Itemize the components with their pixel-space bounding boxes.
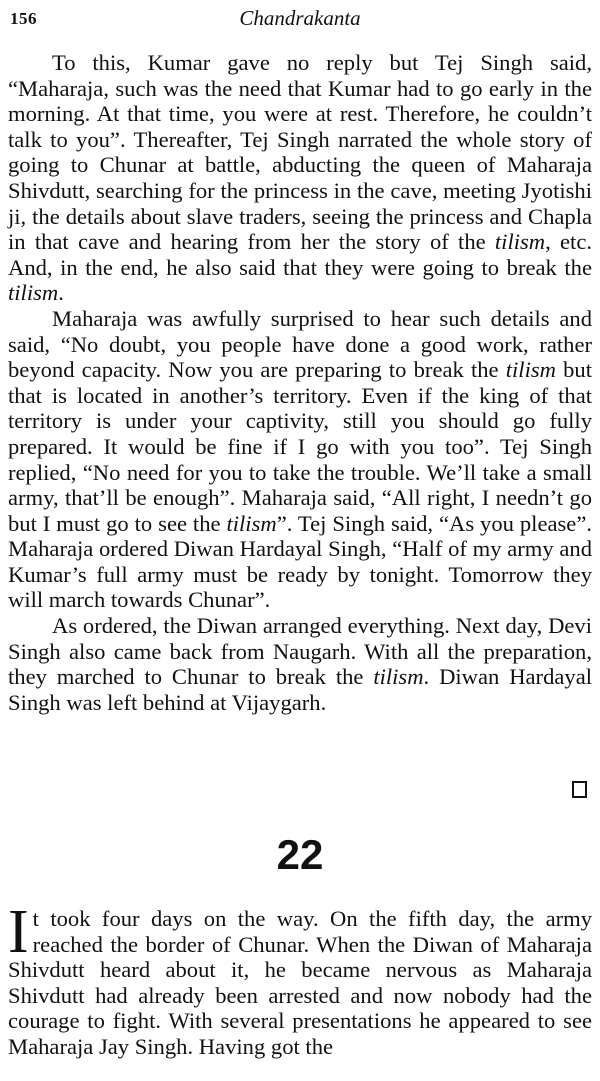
text-run: , etc. And, in the end, he also said that they were going to break the [8,229,593,280]
paragraph [8,50,592,306]
text-run: . Diwan Hardayal Singh was left behind at Vijaygarh. [8,664,592,715]
paragraph [8,613,592,715]
italic-term: tilism [373,664,424,690]
page-header [10,4,590,34]
italic-term: tilism [494,229,546,255]
page-number: 156 [10,9,37,28]
chapter-number: 22 [276,831,324,878]
square-end-mark-icon [572,781,587,798]
text-run: To this, Kumar gave no reply but Tej Singh said, “Maharaja, such was the need that Kumar had to go early in the morning. At that time, you were at rest. Therefore, he couldn’t talk to you”. Thereafter, Tej Singh narrated the whole story of going to Chunar at battle, abducting the queen of Maharaja Shivdutt, searching for the princess in the cave, meeting Jyotishi ji, the details about slave traders, seeing the princess and Chapla in that cave and hearing from her the story of the [8,50,592,255]
chapter-paragraph-text: t took four days on the way. On the fifth day, the army reached the border of Chunar. When the Diwan of Maharaja Shivdutt heard about it, he became nervous as Maharaja Shivdutt had already been arrested and now nobody had the courage to fight. With several presentations he appeared to see Maharaja Jay Singh. Having got the [8,906,592,1059]
text-run: Maharaja was awfully surprised to hear such details and said, “No doubt, you people have done a good work, rather beyond capacity. Now you are preparing to break the [8,305,592,383]
text-run: but that is located in another’s territory. Even if the king of that territory is under your captivity, still you should go fully prepared. It would be fine if I go with you too”. Tej Singh replied, “No need for you to take the trouble. We’ll take a small army, that’ll be enough”. Maharaja said, “All right, I needn’t go but I must go to see the [8,357,592,536]
chapter-first-paragraph [8,898,592,1060]
body-text [8,50,592,715]
chapter-text [8,898,592,1060]
italic-term: tilism [8,280,59,306]
drop-cap: I [8,898,29,966]
italic-term: tilism [226,510,277,536]
italic-term: tilism [505,357,556,383]
text-run: As ordered, the Diwan arranged everything. Next day, Devi Singh also came back from Naugarh. With all the preparation, they marched to Chunar to break the [8,613,592,690]
paragraph [8,306,592,613]
text-run: ”. Tej Singh said, “As you please”. Maharaja ordered Diwan Hardayal Singh, “Half of my army and Kumar’s full army must be ready by tonight. Tomorrow they will march towards Chunar”. [8,510,592,613]
text-run: . [58,280,64,306]
running-title: Chandrakanta [239,6,361,30]
